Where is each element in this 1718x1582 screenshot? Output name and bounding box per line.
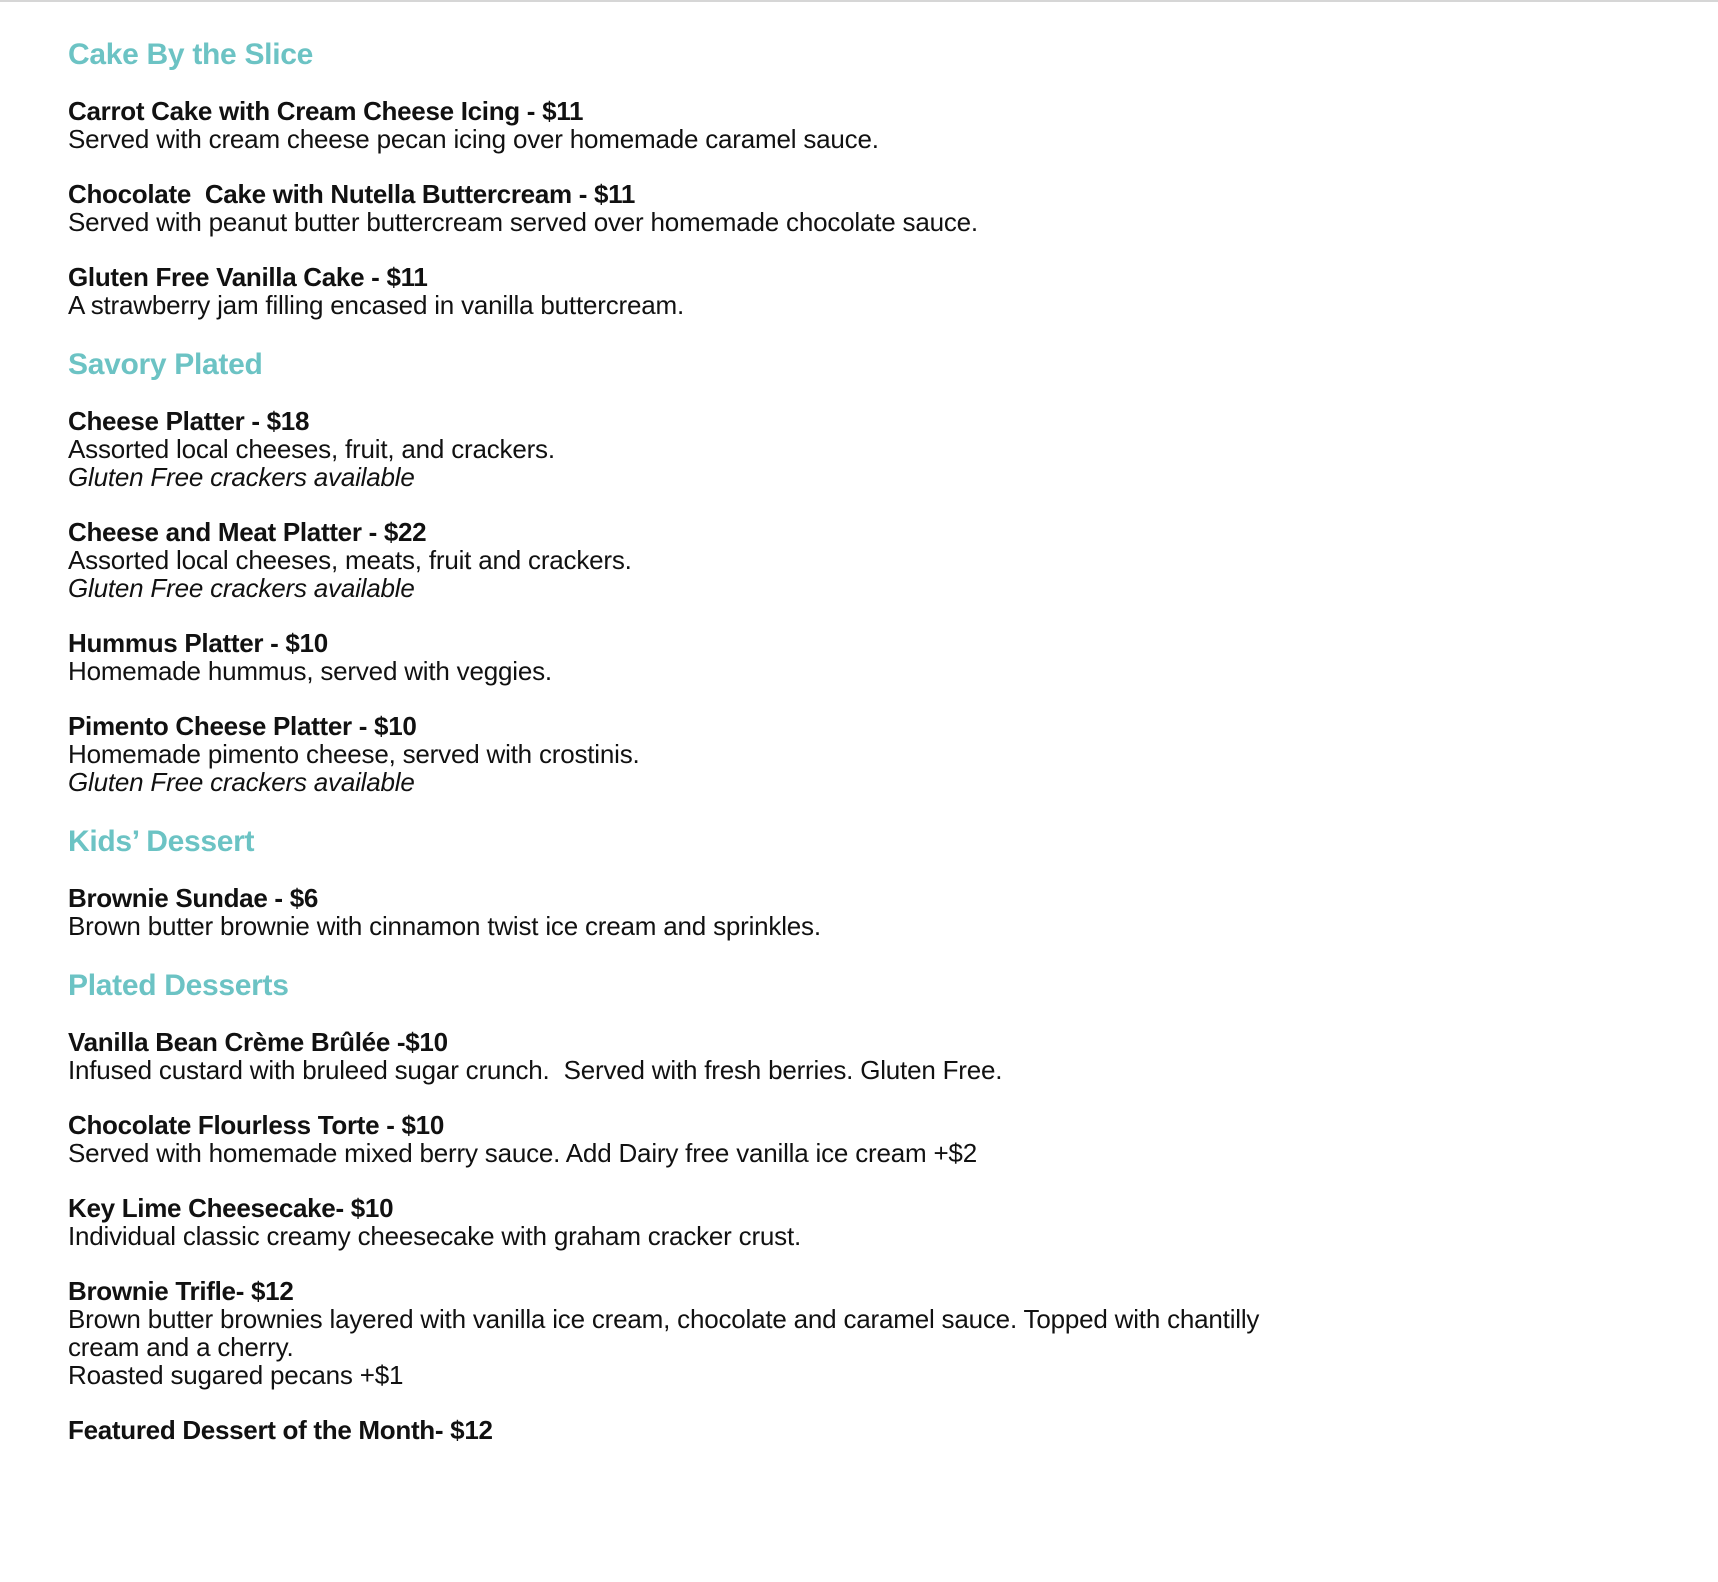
menu-item [68, 1111, 1468, 1167]
item-title: Vanilla Bean Crème Brûlée -$10 [68, 1027, 448, 1057]
item-title: Cheese Platter - $18 [68, 406, 310, 436]
item-description: A strawberry jam filling encased in vanilla buttercream. [68, 290, 684, 320]
item-addon: Roasted sugared pecans +$1 [68, 1360, 404, 1390]
item-title: Key Lime Cheesecake- $10 [68, 1193, 394, 1223]
item-description: Homemade pimento cheese, served with crostinis. [68, 739, 640, 769]
section-heading: Savory Plated [68, 348, 263, 381]
item-note: Gluten Free crackers available [68, 573, 415, 603]
item-title: Chocolate Flourless Torte - $10 [68, 1110, 444, 1140]
dessert-menu [68, 36, 1468, 1471]
section-heading: Plated Desserts [68, 969, 289, 1002]
menu-item [68, 884, 1468, 940]
menu-item [68, 1416, 1468, 1444]
item-title: Featured Dessert of the Month- $12 [68, 1415, 493, 1445]
top-divider [0, 0, 1718, 2]
item-description: Served with peanut butter buttercream served over homemade chocolate sauce. [68, 207, 978, 237]
item-description: Assorted local cheeses, meats, fruit and crackers. [68, 545, 632, 575]
menu-item [68, 518, 1468, 602]
item-title: Cheese and Meat Platter - $22 [68, 517, 427, 547]
section-cake-by-the-slice [68, 36, 1468, 319]
item-title: Gluten Free Vanilla Cake - $11 [68, 262, 428, 292]
section-plated-desserts [68, 967, 1468, 1444]
menu-item [68, 712, 1468, 796]
item-description: cream and a cherry. [68, 1332, 294, 1362]
item-description: Brown butter brownies layered with vanilla ice cream, chocolate and caramel sauce. Topped with chantilly [68, 1304, 1260, 1334]
section-heading: Cake By the Slice [68, 38, 314, 71]
item-description: Served with homemade mixed berry sauce. Add Dairy free vanilla ice cream +$2 [68, 1138, 977, 1168]
item-description: Brown butter brownie with cinnamon twist ice cream and sprinkles. [68, 911, 821, 941]
item-title: Hummus Platter - $10 [68, 628, 328, 658]
section-kids-dessert [68, 823, 1468, 940]
item-title: Brownie Trifle- $12 [68, 1276, 294, 1306]
item-note: Gluten Free crackers available [68, 767, 415, 797]
menu-item [68, 263, 1468, 319]
menu-item [68, 1028, 1468, 1084]
section-heading: Kids’ Dessert [68, 825, 255, 858]
item-note: Gluten Free crackers available [68, 462, 415, 492]
item-description: Infused custard with bruleed sugar crunch. Served with fresh berries. Gluten Free. [68, 1055, 1003, 1085]
item-title: Brownie Sundae - $6 [68, 883, 319, 913]
item-description: Individual classic creamy cheesecake with graham cracker crust. [68, 1221, 802, 1251]
item-title: Carrot Cake with Cream Cheese Icing - $11 [68, 96, 584, 126]
item-description: Assorted local cheeses, fruit, and crackers. [68, 434, 555, 464]
menu-item [68, 407, 1468, 491]
menu-item [68, 629, 1468, 685]
section-savory-plated [68, 346, 1468, 796]
item-title: Chocolate Cake with Nutella Buttercream - $11 [68, 179, 636, 209]
menu-item [68, 1277, 1468, 1389]
item-description: Homemade hummus, served with veggies. [68, 656, 552, 686]
item-title: Pimento Cheese Platter - $10 [68, 711, 417, 741]
menu-item [68, 97, 1468, 153]
menu-item [68, 180, 1468, 236]
menu-item [68, 1194, 1468, 1250]
item-description: Served with cream cheese pecan icing over homemade caramel sauce. [68, 124, 879, 154]
